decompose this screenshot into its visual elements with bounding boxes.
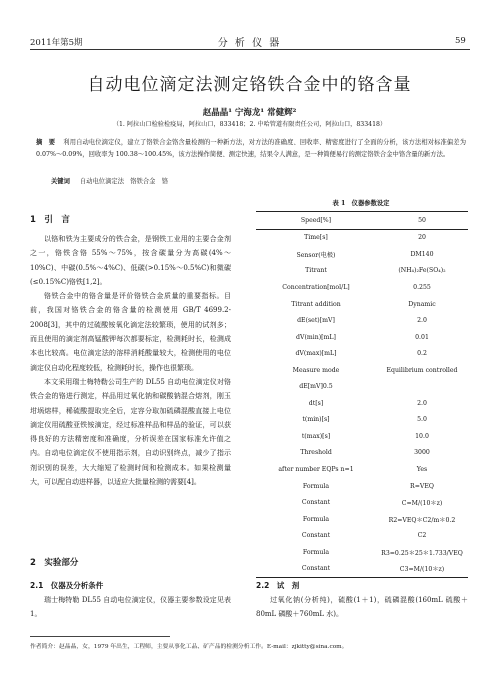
intro-paragraph-3: 本文采用瑞士梅特勒公司生产的 DL55 自动电位滴定仪对铬铁合金的铬进行测定，样品用过氧化钠和碳酸钠混合熔剂，刚玉坩埚熔样，稀硫酸提取完全后，定容分取加硫磷混酸直接上电位滴定仪用硫酸亚铁铵滴定，经过标准样品和样品的验证，可以获得良好的方法精密度和准确度，分析误差在国家标准允许值之内。自动电位滴定仪不使用指示剂，自动识别终点，减少了指示剂识别的误差，大大缩短了检测时间和检测成本。如果检测量大，可以配自动进样器，以适应大批量检测的需要[4]。: [30, 377, 231, 487]
parameter-table-body: [256, 212, 468, 578]
table-row: [256, 229, 468, 246]
article-title: 自动电位滴定法测定铬铁合金中的铬含量: [87, 75, 412, 95]
table-row: [256, 296, 468, 313]
parameter-value-cell: R3=0.25＊25＊1.733/VEQ: [381, 549, 463, 557]
parameter-name-cell: dE[mV]0.5: [299, 383, 333, 391]
table-row: [256, 428, 468, 445]
instrument-paragraph: 瑞士梅特勒 DL55 自动电位滴定仪，仪器主要参数设定见表 1。: [30, 596, 231, 619]
parameter-value-cell: DM140: [410, 250, 434, 258]
keywords: [51, 176, 168, 185]
parameter-name-cell: Concentration[mol/L]: [282, 283, 350, 291]
parameter-value-cell: Dynamic: [408, 300, 436, 308]
issue-label: 2011年第5期: [30, 38, 83, 48]
parameter-name-cell: Time[s]: [304, 234, 328, 242]
parameter-name-cell: dt[s]: [308, 399, 324, 407]
parameter-value-cell: 50: [376, 212, 468, 230]
header-rule: [30, 49, 470, 50]
table-row: [256, 544, 468, 561]
footnote-rule: [30, 636, 170, 637]
table-row: [256, 494, 468, 511]
parameter-value-cell: [376, 378, 468, 395]
parameter-name-cell: Titrant: [305, 267, 327, 275]
parameter-name-cell: Sensor(电极): [296, 251, 336, 259]
parameter-name-cell: Constant: [301, 532, 331, 540]
section-1-heading: 1 引 言: [30, 215, 70, 225]
parameter-value-cell: Yes: [416, 465, 428, 473]
authors: 赵晶晶¹ 宁海龙¹ 常健辉²: [202, 108, 297, 118]
parameter-name-cell: Measure mode: [292, 366, 340, 374]
parameter-value-cell: (NH₄)₂Fe(SO₄)₂: [398, 267, 446, 275]
parameter-value-cell: C3=M/(10＊z): [376, 560, 468, 577]
table-row: [256, 329, 468, 346]
parameter-value-cell: 3000: [414, 449, 430, 457]
intro-paragraph-1: 以铬和铁为主要成分的铁合金，是钢铁工业用的主要合金剂之一，铬铁含铬 55%～75%，按含碳量分为高碳(4%～10%C)、中碳(0.5%～4%C)、低碳(>0.15%～0.5%C)和微碳(≤0.15%C)铬铁[1,2]。: [30, 235, 231, 286]
intro-paragraph-2: 铬铁合金中的铬含量是评价铬铁合金质量的重要指标。目前，我国对铬铁合金的铬含量的检测使用 GB/T 4699.2-2008[3]，其中的过硫酸铵氧化滴定法较繁琐，使用的试剂多；而且使用的滴定剂高锰酸钾每次都要标定，检测耗时长，检测成本也比较高。电位滴定法的溶样消耗酸量较大，检测使用的电位滴定仪自动化程度较低，检测耗时长，操作也很繁琐。: [30, 292, 231, 372]
table-row: [256, 212, 468, 230]
author-footnote: 作者简介：赵晶晶，女，1979 年出生，工程师，主要从事化工品、矿产品的检测分析工作。E-mail：zjkitty@sina.com。: [30, 644, 348, 650]
parameter-value-cell: C2: [417, 532, 427, 540]
parameter-name-cell: t(min)[s]: [302, 416, 330, 424]
table-row: [256, 478, 468, 495]
parameter-value-cell: 0.01: [415, 333, 429, 341]
parameter-value-cell: 0.255: [413, 283, 431, 291]
table-row: [256, 511, 468, 528]
table-row: [256, 560, 468, 577]
parameter-value-cell: 0.2: [417, 350, 427, 358]
subsection-2-2-heading: 2.2 试 剂: [256, 581, 300, 590]
table-row: [256, 445, 468, 462]
parameter-name-cell: dV(min)[mL]: [296, 333, 336, 341]
parameter-name-cell: Speed[%]: [256, 212, 376, 230]
table-row: [256, 461, 468, 478]
parameter-name-cell: Constant: [301, 499, 331, 507]
parameter-value-cell: R2=VEQ＊C2/m＊0.2: [388, 516, 456, 524]
table-row: [256, 395, 468, 412]
abstract: [36, 137, 466, 161]
journal-name: 分 析 仪 器: [217, 38, 282, 49]
parameter-value-cell: 20: [418, 234, 426, 242]
table-row: [256, 378, 468, 395]
parameter-value-cell: Equilibrium controlled: [386, 366, 458, 374]
parameter-value-cell: 2.0: [417, 399, 427, 407]
table-row: [256, 527, 468, 544]
table-row: [256, 412, 468, 429]
subsection-2-2-body: [256, 593, 468, 622]
abstract-text: 利用自动电位滴定仪，建立了铬铁合金铬含量检测的一种新方法，对方法的准确度、回收率、精密度进行了全面的分析，该方法相对标准偏差为 0.07%～0.09%，回收率为 100.38～100.45%，该方法操作简便、测定快速，结果令人满意，是一种简便易行的测定铬铁合金中铬含量的新方法。: [36, 139, 467, 158]
table-row: [256, 263, 468, 280]
parameter-name-cell: t(max)[s]: [301, 432, 331, 440]
subsection-2-1-heading: 2.1 仪器及分析条件: [30, 581, 104, 590]
parameter-name-cell: Constant: [256, 560, 376, 577]
parameter-value-cell: 10.0: [415, 432, 429, 440]
parameter-name-cell: Threshold: [300, 449, 332, 457]
keywords-text: 自动电位滴定法 铬铁合金 铬: [79, 178, 169, 185]
section-2-heading: 2 实验部分: [30, 558, 79, 568]
table-row: [256, 345, 468, 362]
table-1-caption: 表 1 仪器参数设定: [332, 200, 390, 207]
reagents-paragraph: 过氧化钠(分析纯)，硫酸(1＋1)，硫磷混酸(160mL 硫酸＋80mL 磷酸＋760mL 水)。: [256, 596, 468, 619]
parameter-value-cell: R=VEQ: [410, 482, 434, 490]
keywords-label: 关键词: [51, 178, 70, 185]
table-row: [256, 312, 468, 329]
parameter-name-cell: after number EQPs n=1: [278, 465, 354, 473]
parameter-value-cell: C=M/(10＊z): [401, 500, 443, 508]
table-row: [256, 246, 468, 263]
parameter-name-cell: Formula: [302, 515, 330, 523]
subsection-2-1-body: [30, 593, 231, 622]
parameter-value-cell: 5.0: [417, 416, 427, 424]
affiliation: （1. 阿拉山口检验检疫局，阿拉山口，833418；2. 中哈管道有限责任公司，阿拉山口，833418）: [112, 121, 387, 128]
page-number: 59: [455, 36, 466, 46]
parameter-name-cell: dE(set)[mV]: [297, 317, 335, 325]
parameter-value-cell: 2.0: [417, 317, 427, 325]
table-row: [256, 362, 468, 379]
parameter-name-cell: Formula: [302, 548, 330, 556]
parameter-table: [256, 211, 468, 578]
section-1-body: [30, 232, 231, 489]
parameter-name-cell: Formula: [302, 482, 330, 490]
table-row: [256, 279, 468, 296]
parameter-name-cell: dV(max)[mL]: [295, 350, 337, 358]
abstract-label: 摘 要: [36, 139, 56, 146]
parameter-name-cell: Titrant addition: [291, 300, 341, 308]
